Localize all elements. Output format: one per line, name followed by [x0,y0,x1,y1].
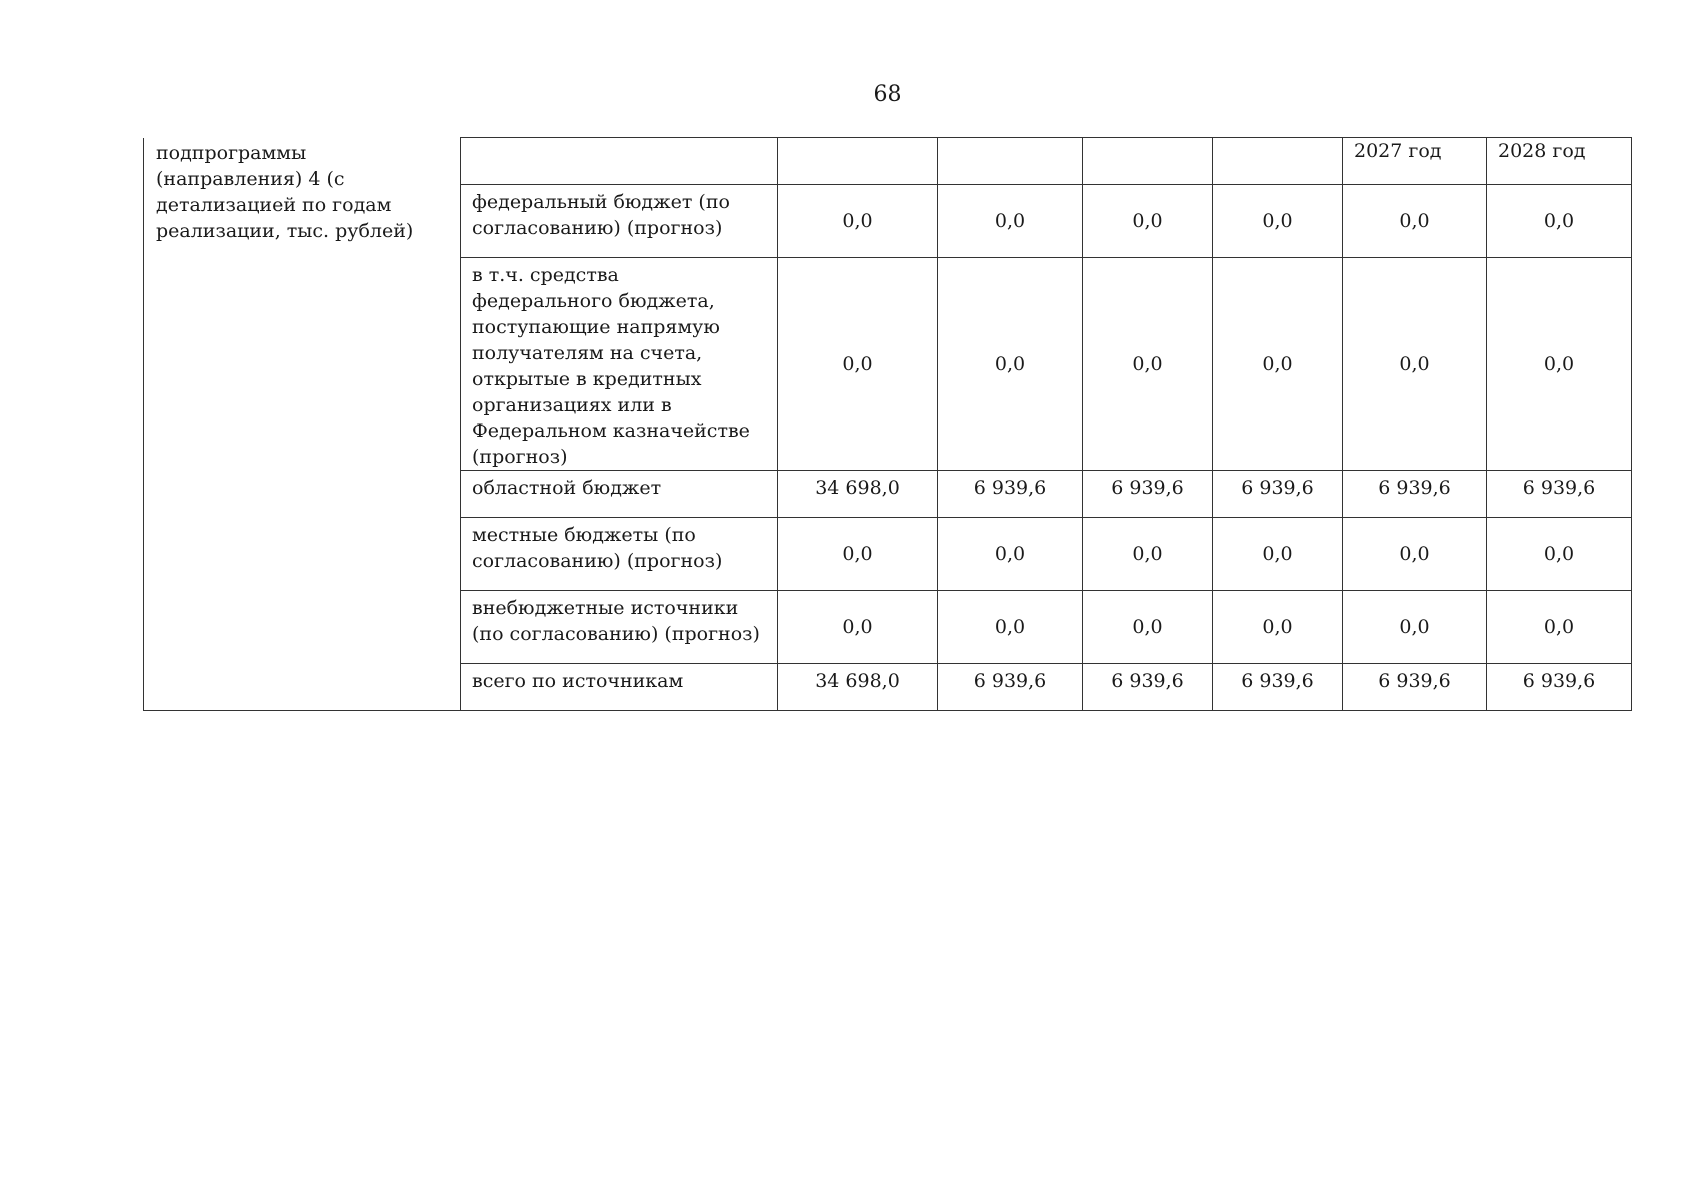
value-cell: 0,0 [938,185,1083,258]
value-cell: 0,0 [1083,258,1213,471]
table-header-cell: 2027 год [1343,138,1487,185]
value-cell: 0,0 [1343,591,1487,664]
value-cell: 6 939,6 [1083,664,1213,711]
value-cell: 34 698,0 [778,471,938,518]
value-cell: 6 939,6 [1343,471,1487,518]
table-header-cell [1213,138,1343,185]
value-cell: 0,0 [938,518,1083,591]
value-cell: 0,0 [778,591,938,664]
value-cell: 0,0 [1213,185,1343,258]
value-cell: 0,0 [938,258,1083,471]
source-label: местные бюджеты (по согласованию) (прогноз) [461,518,778,591]
table-header-cell: 2028 год [1487,138,1632,185]
value-cell: 0,0 [1487,591,1632,664]
value-cell: 6 939,6 [938,471,1083,518]
source-label: внебюджетные источники (по согласованию) (прогноз) [461,591,778,664]
table-header-cell [778,138,938,185]
source-label: федеральный бюджет (по согласованию) (прогноз) [461,185,778,258]
budget-table [143,137,1632,711]
page-number: 68 [873,82,902,107]
source-label: всего по источникам [461,664,778,711]
value-cell: 0,0 [1083,591,1213,664]
value-cell: 0,0 [778,258,938,471]
subprogram-label: подпрограммы (направления) 4 (с детализацией по годам реализации, тыс. рублей) [144,138,461,711]
value-cell: 0,0 [1343,185,1487,258]
table-header-cell [938,138,1083,185]
value-cell: 6 939,6 [1487,471,1632,518]
value-cell: 6 939,6 [1343,664,1487,711]
value-cell: 0,0 [1213,591,1343,664]
value-cell: 0,0 [1343,258,1487,471]
value-cell: 0,0 [938,591,1083,664]
table-header-cell [1083,138,1213,185]
value-cell: 0,0 [778,518,938,591]
value-cell: 0,0 [1487,185,1632,258]
value-cell: 0,0 [778,185,938,258]
value-cell: 0,0 [1487,518,1632,591]
value-cell: 0,0 [1083,185,1213,258]
value-cell: 0,0 [1213,258,1343,471]
source-label: в т.ч. средства федерального бюджета, поступающие напрямую получателям на счета, открытые в кредитных организациях или в Федеральном казначействе (прогноз) [461,258,778,471]
value-cell: 6 939,6 [938,664,1083,711]
value-cell: 6 939,6 [1487,664,1632,711]
table-header-row [144,138,1632,185]
table-header-cell [461,138,778,185]
source-label: областной бюджет [461,471,778,518]
value-cell: 0,0 [1213,518,1343,591]
value-cell: 34 698,0 [778,664,938,711]
value-cell: 6 939,6 [1083,471,1213,518]
value-cell: 0,0 [1083,518,1213,591]
value-cell: 0,0 [1487,258,1632,471]
value-cell: 0,0 [1343,518,1487,591]
value-cell: 6 939,6 [1213,664,1343,711]
value-cell: 6 939,6 [1213,471,1343,518]
